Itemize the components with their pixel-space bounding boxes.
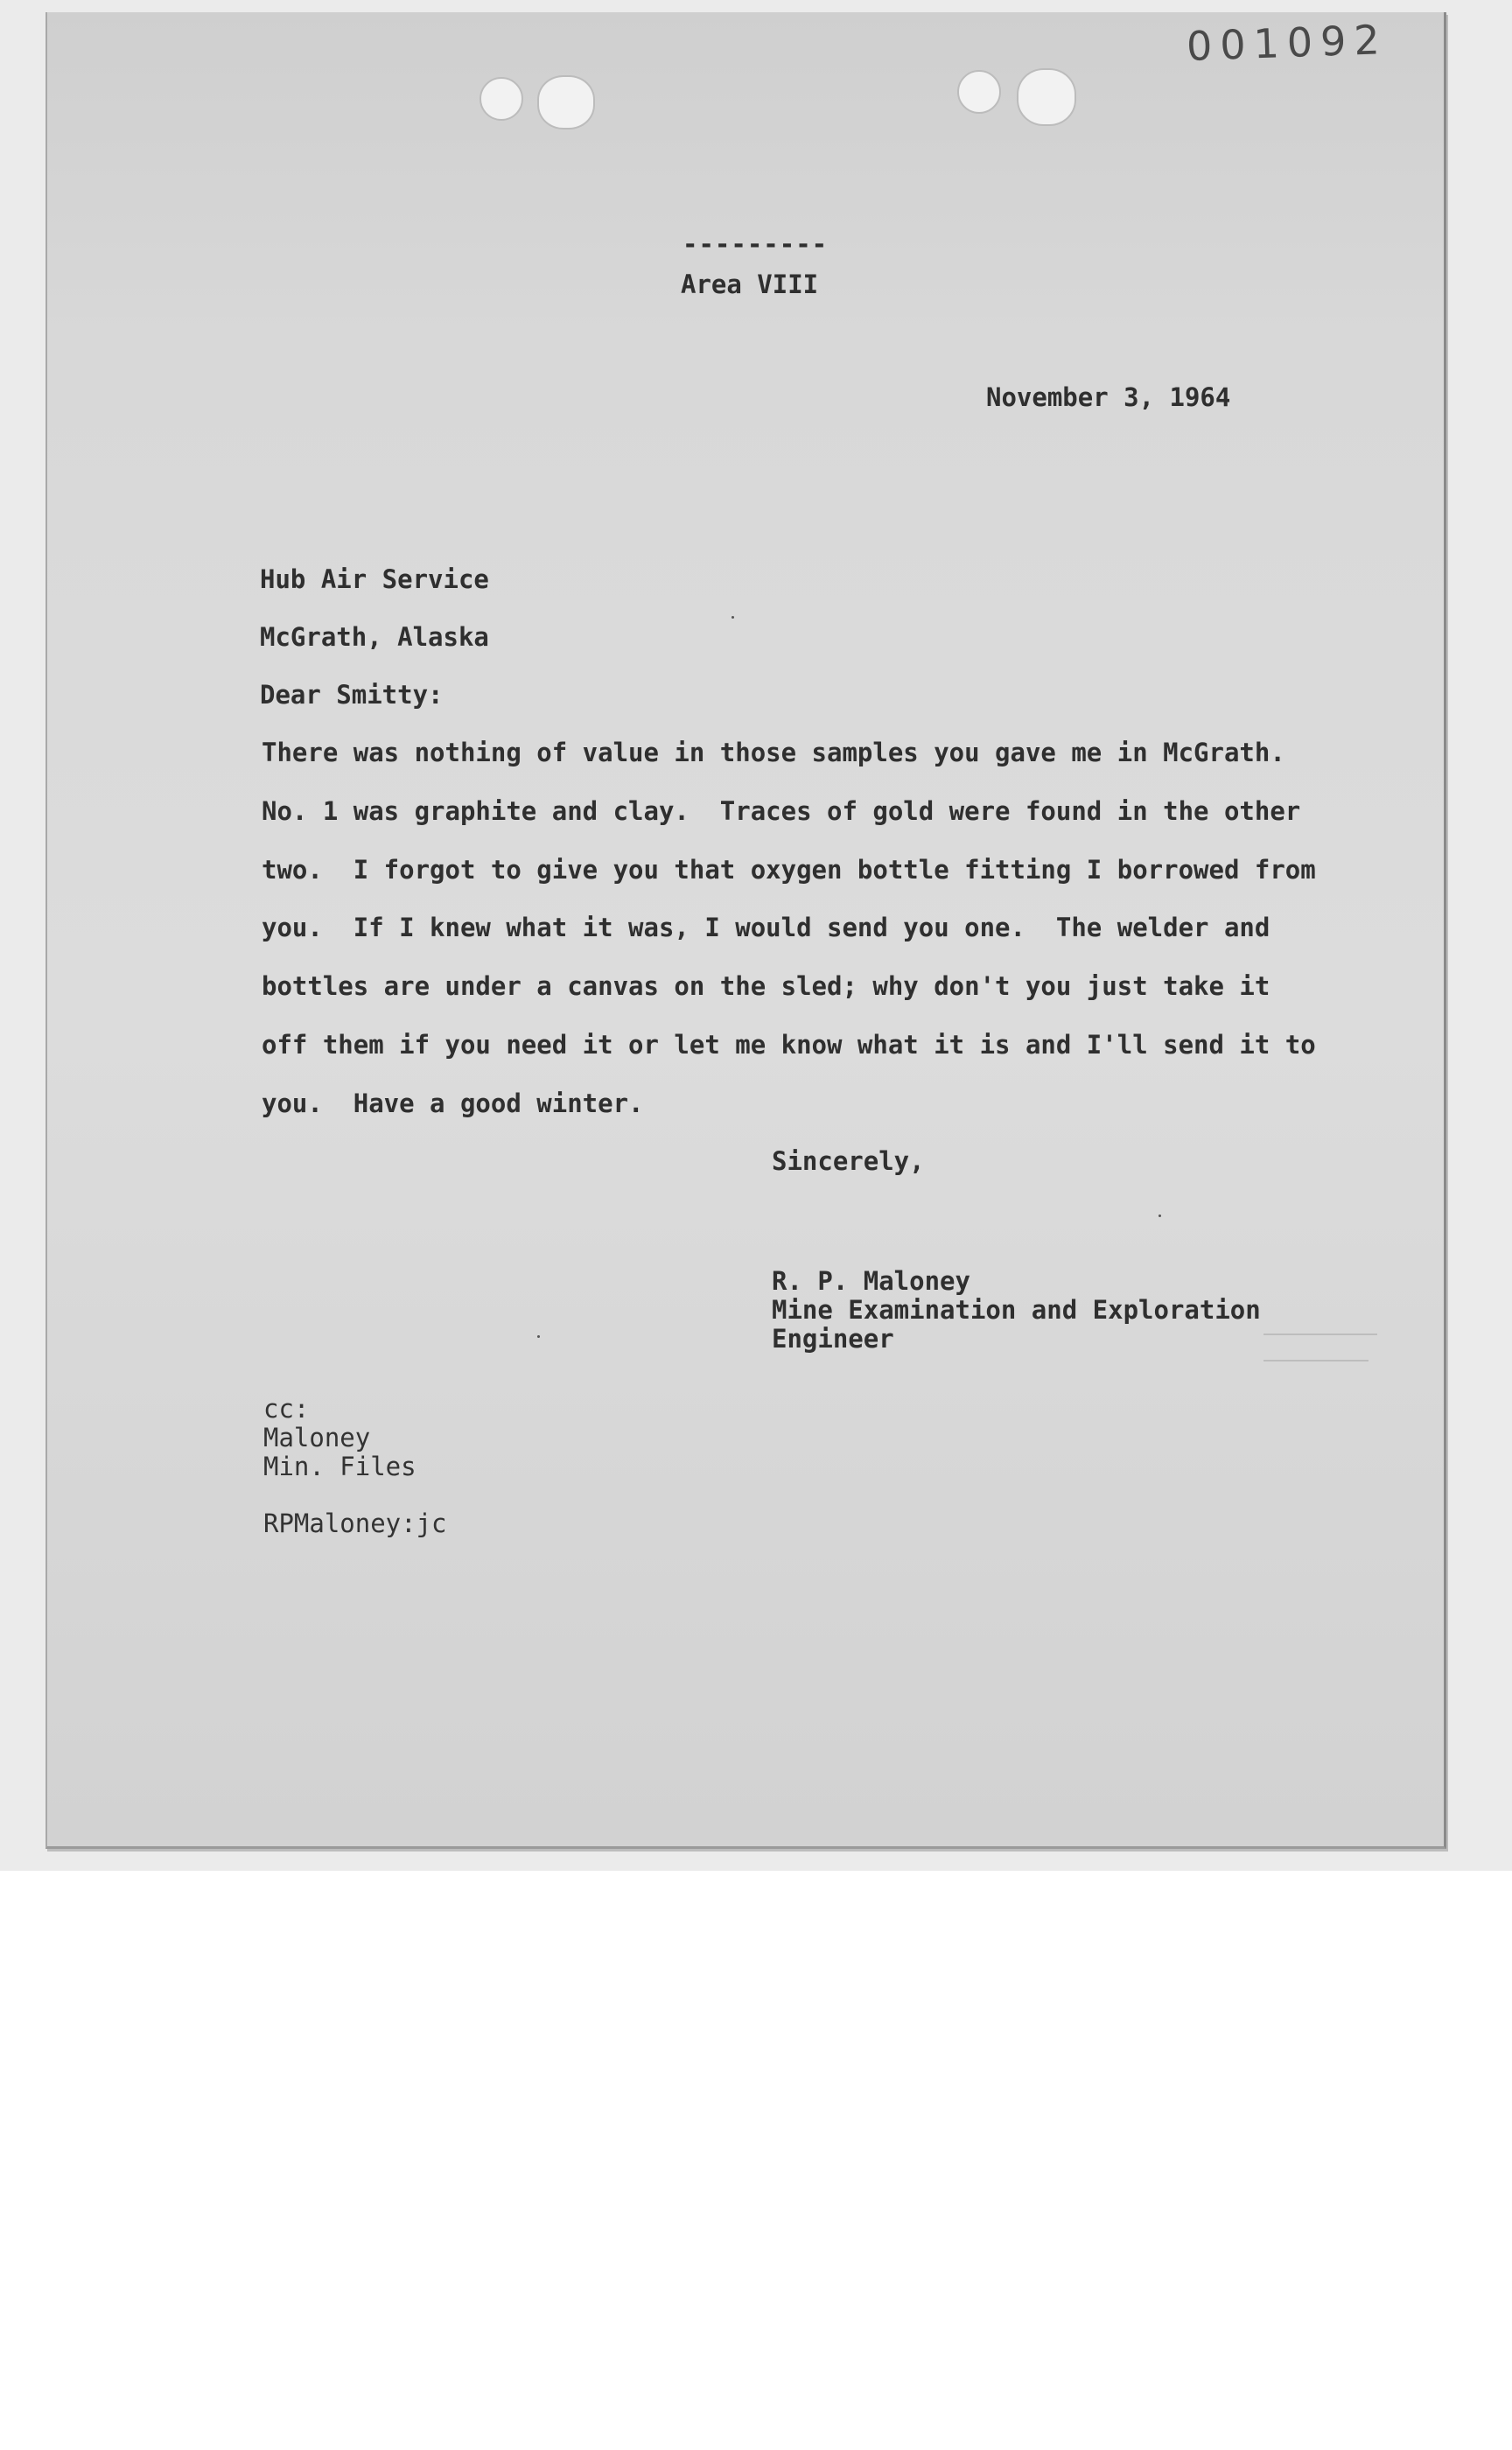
speck <box>1158 1214 1161 1217</box>
punch-hole <box>480 77 523 121</box>
cc-recipient: Maloney <box>263 1423 371 1452</box>
body-line: you. Have a good winter. <box>262 1088 644 1118</box>
faint-mark <box>1264 1360 1368 1362</box>
cc-recipient: Min. Files <box>263 1452 416 1481</box>
faint-mark <box>1264 1334 1377 1335</box>
signer-title: Mine Examination and Exploration <box>772 1295 1261 1325</box>
signer-title: Engineer <box>772 1324 894 1354</box>
recipient-location: McGrath, Alaska <box>260 622 489 652</box>
cc-label: cc: <box>263 1394 310 1424</box>
speck <box>537 1335 540 1338</box>
body-line: two. I forgot to give you that oxygen bottle fitting I borrowed from <box>262 855 1316 885</box>
punch-hole <box>957 70 1001 114</box>
punch-hole <box>537 75 595 130</box>
area-heading: Area VIII <box>681 270 819 299</box>
document-stamp-number: 001092 <box>1186 16 1389 70</box>
recipient-name: Hub Air Service <box>260 564 489 594</box>
body-line: off them if you need it or let me know what it is and I'll send it to <box>262 1030 1316 1060</box>
signer-name: R. P. Maloney <box>772 1266 970 1296</box>
body-line: you. If I knew what it was, I would send you one. The welder and <box>262 913 1270 942</box>
body-line: bottles are under a canvas on the sled; why don't you just take it <box>262 971 1270 1001</box>
salutation: Dear Smitty: <box>260 680 444 710</box>
body-line: No. 1 was graphite and clay. Traces of gold were found in the other <box>262 796 1301 826</box>
header-dashes: --------- <box>682 229 829 259</box>
body-line: There was nothing of value in those samples you gave me in McGrath. <box>262 738 1285 767</box>
reference-initials: RPMaloney:jc <box>263 1508 447 1538</box>
punch-hole <box>1017 68 1076 126</box>
closing: Sincerely, <box>772 1146 925 1176</box>
letter-date: November 3, 1964 <box>986 382 1231 412</box>
speck <box>732 616 734 619</box>
